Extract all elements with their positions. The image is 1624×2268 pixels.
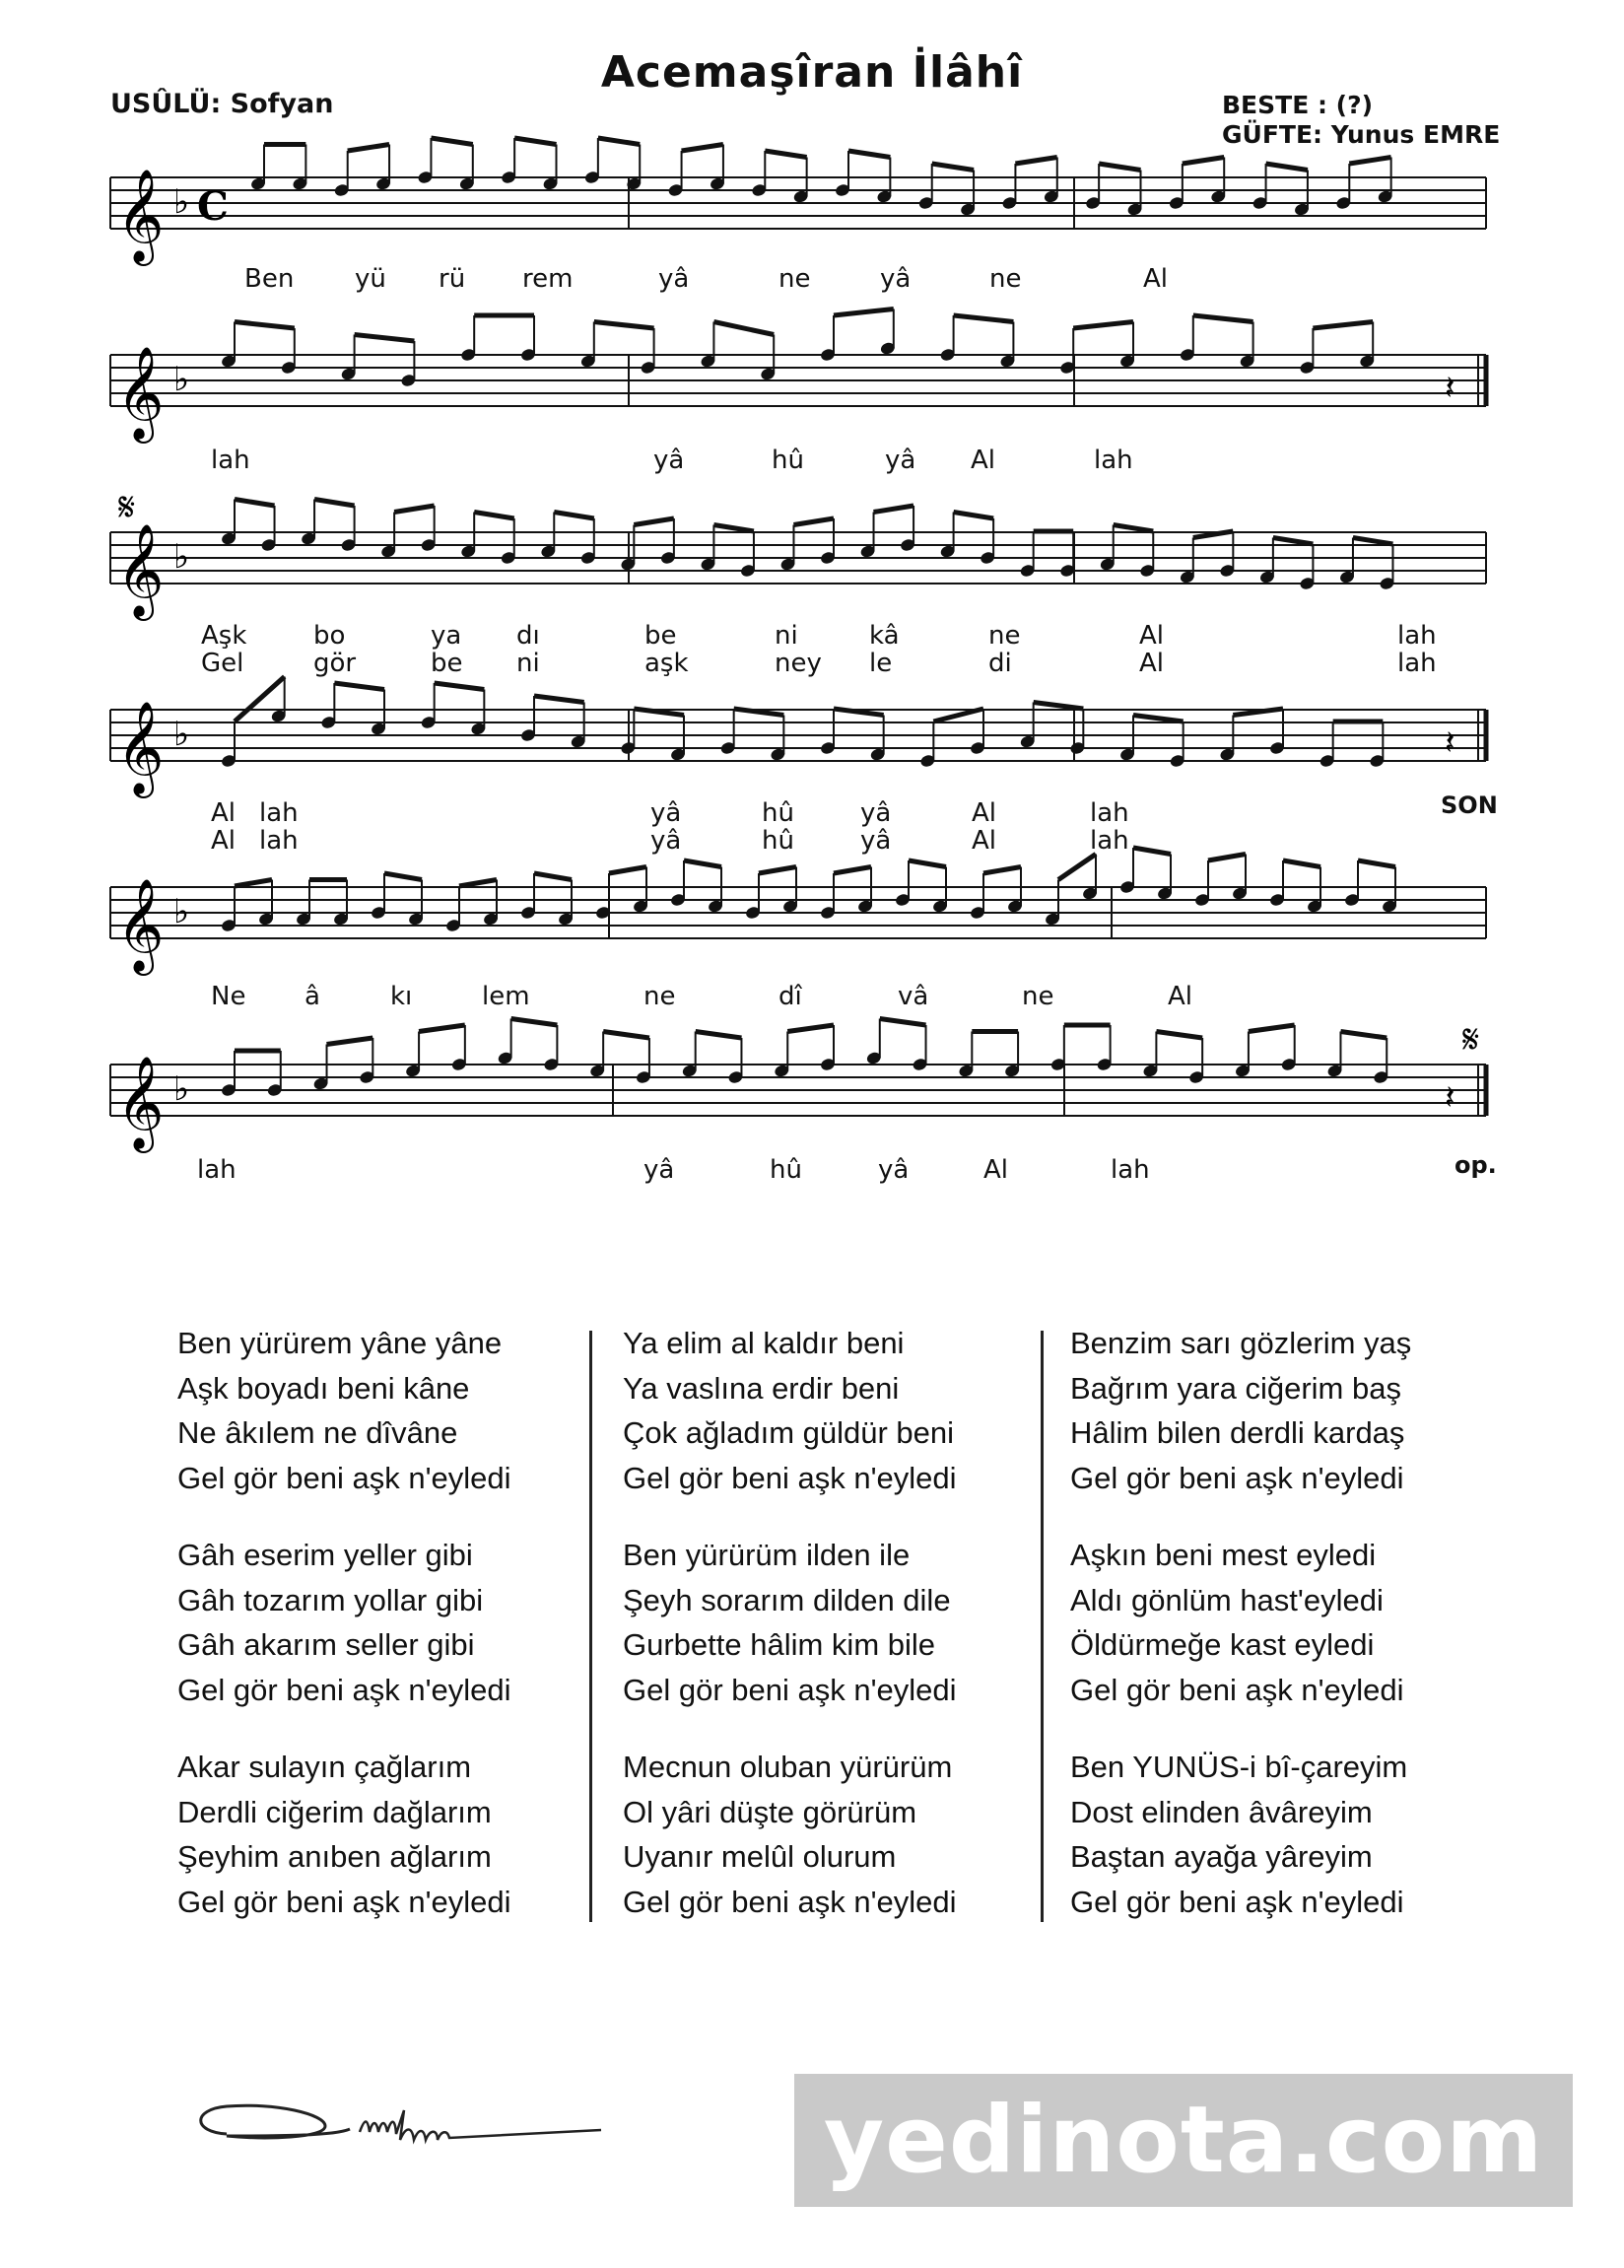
svg-text:C: C bbox=[197, 183, 229, 230]
poem-line: Gel gör beni aşk n'eyledi bbox=[623, 1884, 957, 1919]
lyric-syllable: lah bbox=[1111, 1155, 1150, 1185]
lyric-syllable: hû bbox=[762, 798, 794, 828]
lyric-syllable: Al bbox=[1143, 264, 1169, 294]
page-title: Acemaşîran İlâhî bbox=[600, 47, 1024, 98]
lyric-syllable: aşk bbox=[644, 649, 689, 678]
lyric-syllable: be bbox=[431, 649, 463, 678]
lyric-syllable: lem bbox=[482, 982, 530, 1011]
poem-line: Gâh tozarım yollar gibi bbox=[177, 1582, 484, 1617]
stanza bbox=[1070, 1745, 1514, 1924]
poem-line: Şeyh sorarım dilden dile bbox=[623, 1582, 951, 1617]
poem-line: Aldı gönlüm hast'eyledi bbox=[1070, 1582, 1384, 1617]
svg-text:𝄽: 𝄽 bbox=[1445, 723, 1455, 763]
column-divider-2 bbox=[1041, 1331, 1044, 1922]
poem-line: Ben YUNÜS-i bî-çareyim bbox=[1070, 1750, 1408, 1784]
lyric-syllable: Al bbox=[972, 798, 997, 828]
lyric-syllable: ne bbox=[1022, 982, 1054, 1011]
lyric-syllable: gör bbox=[313, 649, 357, 678]
lyric-syllable: yü bbox=[355, 264, 386, 294]
lyric-syllable: lah bbox=[259, 826, 299, 856]
lyric-syllable: yâ bbox=[885, 446, 916, 475]
poem-line: Bağrım yara ciğerim baş bbox=[1070, 1370, 1401, 1406]
poem-line: Ben yürürüm ilden ile bbox=[623, 1538, 911, 1572]
svg-text:♭: ♭ bbox=[173, 182, 190, 222]
poem-line: Gurbette hâlim kim bile bbox=[623, 1627, 936, 1662]
lyric-syllable: ne bbox=[778, 264, 811, 294]
lyric-syllable: ni bbox=[775, 621, 798, 651]
lyric-syllable: lah bbox=[1397, 649, 1437, 678]
lyric-syllable: yâ bbox=[860, 826, 892, 856]
poem-line: Ben yürürem yâne yâne bbox=[177, 1326, 503, 1360]
lyric-syllable: yâ bbox=[650, 826, 682, 856]
poem-line: Gel gör beni aşk n'eyledi bbox=[1070, 1460, 1404, 1495]
gufte-label: GÜFTE: Yunus EMRE bbox=[1222, 120, 1501, 149]
svg-text:𝄞: 𝄞 bbox=[116, 346, 165, 440]
lyric-syllable: Ben bbox=[244, 264, 295, 294]
lyric-syllable: ne bbox=[988, 621, 1021, 651]
lyric-syllable: Al bbox=[972, 826, 997, 856]
poem-line: Öldürmeğe kast eyledi bbox=[1070, 1627, 1375, 1662]
poem-line: Benzim sarı gözlerim yaş bbox=[1070, 1326, 1412, 1360]
svg-text:𝄞: 𝄞 bbox=[116, 523, 165, 617]
poem-line: Mecnun oluban yürürüm bbox=[623, 1750, 953, 1784]
lyric-syllable: hû bbox=[762, 826, 794, 856]
stanza bbox=[177, 1745, 621, 1924]
lyric-syllable: rem bbox=[522, 264, 574, 294]
lyrics-line-4b bbox=[0, 826, 1624, 858]
staff-system-6 bbox=[0, 1017, 1624, 1173]
lyric-syllable: â bbox=[304, 982, 320, 1011]
lyric-syllable: lah bbox=[1094, 446, 1133, 475]
staff-system-2 bbox=[0, 325, 1624, 463]
poem-line: Şeyhim anıben ağlarım bbox=[177, 1839, 492, 1874]
lyric-syllable: ne bbox=[643, 982, 676, 1011]
lyric-syllable: Ne bbox=[211, 982, 246, 1011]
lyric-syllable: rü bbox=[439, 264, 466, 294]
svg-text:𝄞: 𝄞 bbox=[116, 169, 165, 262]
poem-line: Gâh akarım seller gibi bbox=[177, 1627, 475, 1662]
poem-line: Gel gör beni aşk n'eyledi bbox=[177, 1460, 511, 1495]
stanza bbox=[177, 1321, 621, 1500]
column-divider-1 bbox=[589, 1331, 592, 1922]
poem-column-2 bbox=[623, 1321, 1066, 1957]
poem-line: Ol yâri düşte görürüm bbox=[623, 1794, 917, 1829]
svg-text:♭: ♭ bbox=[173, 892, 190, 931]
poem-line: Ne âkılem ne dîvâne bbox=[177, 1415, 458, 1450]
poem-line: Gel gör beni aşk n'eyledi bbox=[177, 1672, 511, 1707]
lyric-syllable: Al bbox=[211, 826, 237, 856]
poem-line: Ya vaslına erdir beni bbox=[623, 1370, 900, 1406]
lyric-syllable: hû bbox=[772, 446, 804, 475]
lyric-syllable: yâ bbox=[643, 1155, 675, 1185]
svg-text:♭: ♭ bbox=[173, 360, 190, 399]
staff-system-3 bbox=[0, 485, 1624, 641]
lyric-syllable: ya bbox=[431, 621, 462, 651]
poem-line: Gâh eserim yeller gibi bbox=[177, 1538, 473, 1572]
lyric-syllable: yâ bbox=[650, 798, 682, 828]
svg-text:♭: ♭ bbox=[173, 1069, 190, 1109]
lyric-syllable: Aşk bbox=[201, 621, 247, 651]
beste-label: BESTE : (?) bbox=[1222, 91, 1374, 119]
lyric-syllable: Al bbox=[1139, 621, 1165, 651]
poem-column-3 bbox=[1070, 1321, 1514, 1957]
stanza bbox=[623, 1321, 1066, 1500]
lyric-syllable: be bbox=[644, 621, 677, 651]
lyric-syllable: ne bbox=[989, 264, 1022, 294]
lyric-syllable: Gel bbox=[201, 649, 244, 678]
svg-text:𝄞: 𝄞 bbox=[116, 701, 165, 794]
poem-line: Çok ağladım güldür beni bbox=[623, 1415, 955, 1450]
lyrics-line-5 bbox=[0, 982, 1624, 1013]
poem-line: Gel gör beni aşk n'eyledi bbox=[177, 1884, 511, 1919]
staff-system-5 bbox=[0, 858, 1624, 996]
stanza bbox=[177, 1533, 621, 1712]
lyric-syllable: dî bbox=[778, 982, 802, 1011]
watermark: yedinota.com bbox=[794, 2074, 1573, 2207]
svg-text:𝄽: 𝄽 bbox=[1445, 369, 1455, 408]
poem-line: Ya elim al kaldır beni bbox=[623, 1326, 905, 1360]
svg-text:♭: ♭ bbox=[173, 715, 190, 754]
poem-line: Gel gör beni aşk n'eyledi bbox=[1070, 1672, 1404, 1707]
usul-label: USÛLÜ: Sofyan bbox=[110, 89, 334, 119]
lyric-syllable: Al bbox=[211, 798, 237, 828]
lyrics-line-2 bbox=[0, 446, 1624, 477]
lyric-syllable: le bbox=[869, 649, 893, 678]
poem-line: Hâlim bilen derdli kardaş bbox=[1070, 1415, 1405, 1450]
lyrics-line-3b bbox=[0, 649, 1624, 680]
lyric-syllable: hû bbox=[770, 1155, 802, 1185]
stanza bbox=[623, 1533, 1066, 1712]
stanza bbox=[1070, 1533, 1514, 1712]
lyric-syllable: lah bbox=[211, 446, 250, 475]
lyric-syllable: Al bbox=[1168, 982, 1193, 1011]
svg-text:𝄞: 𝄞 bbox=[116, 878, 165, 972]
lyric-syllable: lah bbox=[1397, 621, 1437, 651]
staff-system-4 bbox=[0, 680, 1624, 818]
poem-line: Uyanır melûl olurum bbox=[623, 1839, 897, 1874]
poem-line: Baştan ayağa yâreyim bbox=[1070, 1839, 1373, 1874]
signature bbox=[187, 2075, 660, 2164]
poem-line: Akar sulayın çağlarım bbox=[177, 1750, 472, 1784]
svg-text:𝄽: 𝄽 bbox=[1445, 1078, 1455, 1118]
lyric-syllable: kâ bbox=[869, 621, 900, 651]
poem-line: Gel gör beni aşk n'eyledi bbox=[623, 1672, 957, 1707]
lyric-syllable: lah bbox=[197, 1155, 237, 1185]
lyric-syllable: di bbox=[988, 649, 1012, 678]
lyric-syllable: lah bbox=[1090, 798, 1129, 828]
stanza bbox=[623, 1745, 1066, 1924]
lyric-syllable: yâ bbox=[880, 264, 912, 294]
poem-line: Dost elinden âvâreyim bbox=[1070, 1794, 1373, 1829]
lyric-syllable: ney bbox=[775, 649, 822, 678]
lyric-syllable: vâ bbox=[898, 982, 929, 1011]
lyric-syllable: yâ bbox=[653, 446, 685, 475]
son-mark: SON bbox=[1441, 791, 1498, 819]
credits bbox=[1222, 91, 1500, 150]
poem-line: Gel gör beni aşk n'eyledi bbox=[1070, 1884, 1404, 1919]
svg-text:𝄋: 𝄋 bbox=[1462, 1017, 1480, 1063]
lyric-syllable: Al bbox=[983, 1155, 1009, 1185]
svg-text:𝄞: 𝄞 bbox=[116, 1056, 165, 1149]
lyric-syllable: bo bbox=[313, 621, 346, 651]
poem-line: Gel gör beni aşk n'eyledi bbox=[623, 1460, 957, 1495]
lyric-syllable: lah bbox=[259, 798, 299, 828]
stanza bbox=[1070, 1321, 1514, 1500]
lyric-syllable: dı bbox=[516, 621, 540, 651]
lyric-syllable: yâ bbox=[860, 798, 892, 828]
lyrics-line-6 bbox=[0, 1155, 1624, 1187]
lyric-syllable: Al bbox=[1139, 649, 1165, 678]
poem-line: Aşkın beni mest eyledi bbox=[1070, 1538, 1377, 1572]
lyric-syllable: ni bbox=[516, 649, 540, 678]
lyric-syllable: lah bbox=[1090, 826, 1129, 856]
lyric-syllable: yâ bbox=[658, 264, 690, 294]
poem-line: Derdli ciğerim dağlarım bbox=[177, 1794, 492, 1829]
lyric-syllable: kı bbox=[390, 982, 413, 1011]
op-mark: op. bbox=[1455, 1151, 1497, 1179]
svg-text:𝄋: 𝄋 bbox=[118, 485, 136, 530]
poem-line: Aşk boyadı beni kâne bbox=[177, 1370, 470, 1406]
lyrics-line-1 bbox=[0, 264, 1624, 296]
lyric-syllable: Al bbox=[971, 446, 996, 475]
svg-text:♭: ♭ bbox=[173, 537, 190, 577]
lyric-syllable: yâ bbox=[878, 1155, 910, 1185]
poem-column-1 bbox=[177, 1321, 621, 1957]
